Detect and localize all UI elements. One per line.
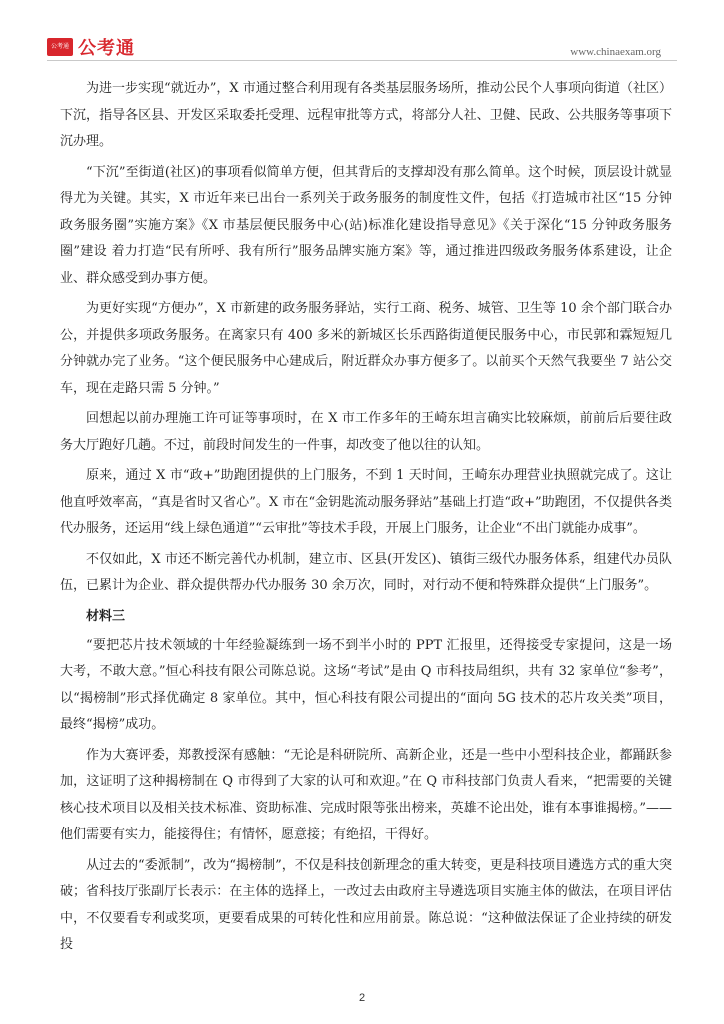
paragraph: “要把芯片技术领域的十年经验凝练到一场不到半小时的 PPT 汇报里，还得接受专家提问，这是一场大考，不敢大意。”恒心科技有限公司陈总说。这场“考试”是由 Q 市科技局组织，共有 32 家单位“参考”，以“揭榜制”形式择优确定 8 家单位。其中，恒心科技有限公司提出的“面向 5G 技术的芯片攻关类”项目，最终“揭榜”成功。 (60, 637, 672, 732)
paragraph: “下沉”至街道(社区)的事项看似简单方便，但其背后的支撑却没有那么简单。这个时候，顶层设计就显得尤为关键。其实，X 市近年来已出台一系列关于政务服务的制度性文件，包括《打造城市社区“15 分钟政务服务圈”实施方案》《X 市基层便民服务中心(站)标准化建设指导意见》《关于深化“15 分钟政务服务圈”建设 着力打造“民有所呼、我有所行”服务品牌实施方案》等，通过推进四级政务服务体系建设，让企业、群众感受到办事方便。 (60, 164, 672, 286)
paragraph: 原来，通过 X 市“政+”助跑团提供的上门服务，不到 1 天时间，王崎东办理营业执照就完成了。这让他直呼效率高，“真是省时又省心”。X 市在“金钥匙流动服务驿站”基础上打造“政+”助跑团，不仅提供各类代办服务，还运用“线上绿色通道”“云审批”等技术手段，开展上门服务，让企业“不出门就能办成事”。 (60, 468, 672, 536)
section-title: 材料三 (86, 608, 126, 624)
site-url: www.chinaexam.org (570, 46, 661, 58)
page-header (0, 0, 724, 64)
paragraph: 为更好实现“方便办”，X 市新建的政务服务驿站，实行工商、税务、城管、卫生等 10 余个部门联合办公，并提供多项政务服务。在离家只有 400 多米的新城区长乐西路街道便民服务中心，市民郭和霖短短几分钟就办完了业务。“这个便民服务中心建成后，附近群众办事方便多了。以前买个天然气我要坐 7 站公交车，现在走路只需 5 分钟。” (60, 301, 672, 396)
paragraph: 为进一步实现“就近办”，X 市通过整合利用现有各类基层服务场所，推动公民个人事项向街道（社区）下沉，指导各区县、开发区采取委托受理、远程审批等方式，将部分人社、卫健、民政、公共服务等事项下沉办理。 (60, 81, 672, 149)
paragraph: 不仅如此，X 市还不断完善代办机制，建立市、区县(开发区)、镇街三级代办服务体系，组建代办员队伍，已累计为企业、群众提供帮办代办服务 30 余万次，同时，对行动不便和特殊群众提供“上门服务”。 (60, 551, 672, 593)
document-body (60, 76, 672, 963)
logo-text: 公考通 (78, 38, 135, 59)
paragraph: 作为大赛评委，郑教授深有感触：“无论是科研院所、高新企业，还是一些中小型科技企业，都踊跃参加，这证明了这种揭榜制在 Q 市得到了大家的认可和欢迎。”在 Q 市科技部门负责人看来，“把需要的关键核心技术项目以及相关技术标准、资助标准、完成时限等张出榜来，英雄不论出处，谁有本事谁揭榜。”——他们需要有实力，能接得住；有情怀，愿意接；有绝招，干得好。 (60, 747, 672, 842)
logo (47, 34, 135, 60)
logo-badge: 公考通 (47, 38, 73, 56)
header-divider (47, 60, 677, 61)
page-number: 2 (358, 992, 366, 1004)
paragraph: 回想起以前办理施工许可证等事项时，在 X 市工作多年的王崎东坦言确实比较麻烦，前前后后要往政务大厅跑好几趟。不过，前段时间发生的一件事，却改变了他以往的认知。 (60, 411, 672, 453)
paragraph: 从过去的“委派制”，改为“揭榜制”，不仅是科技创新理念的重大转变，更是科技项目遴选方式的重大突破；省科技厅张副厅长表示：在主体的选择上，一改过去由政府主导遴选项目实施主体的做法，在项目评估中，不仅要看专利或奖项，更要看成果的可转化性和应用前景。陈总说：“这种做法保证了企业持续的研发投 (60, 857, 672, 952)
